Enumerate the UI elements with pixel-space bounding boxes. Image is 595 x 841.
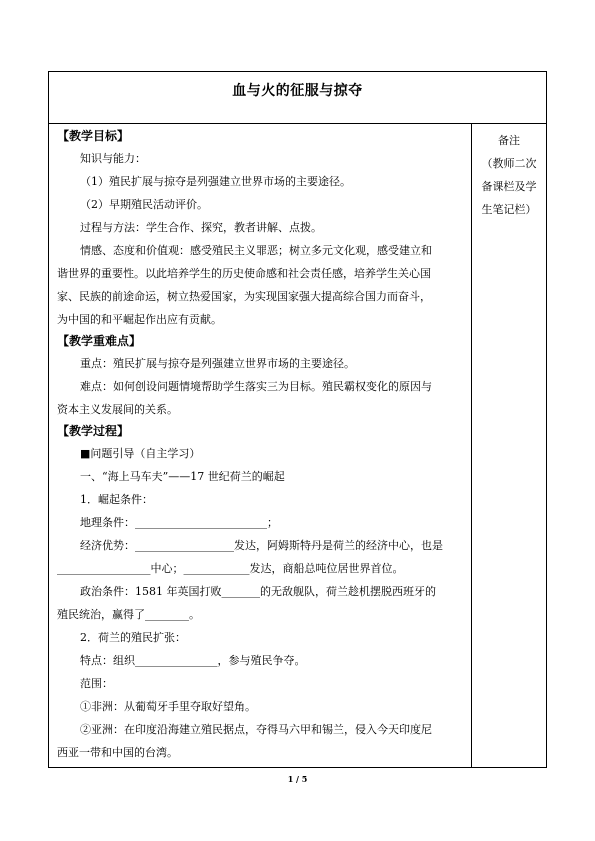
section-heading-key-points: 【教学重难点】: [57, 334, 142, 348]
content-line: 过程与方法：学生合作、探究，教者讲解、点拨。: [80, 221, 322, 234]
content-line: 一、“海上马车夫”——17 世纪荷兰的崛起: [80, 470, 285, 483]
page-number: 1 / 5: [287, 774, 308, 784]
notes-label: 生笔记栏）: [481, 203, 537, 216]
fill-blank-line: 经济优势：__________________发达，阿姆斯特丹是荷兰的经济中心，也是: [80, 539, 443, 552]
content-line: （1）殖民扩展与掠夺是列强建立世界市场的主要途径。: [80, 175, 351, 188]
content-line: 家、民族的前途命运，树立热爱国家，为实现国家强大提高综合国力而奋斗，: [57, 290, 431, 303]
content-line: 西亚一带和中国的台湾。: [57, 746, 178, 759]
content-line: ■问题引导（自主学习）: [80, 447, 201, 460]
section-heading-process: 【教学过程】: [57, 424, 130, 438]
content-line: 为中国的和平崛起作出应有贡献。: [57, 313, 222, 326]
content-line: 难点：如何创设问题情境帮助学生落实三为目标。殖民霸权变化的原因与: [80, 380, 432, 393]
notes-label: 备课栏及学: [481, 180, 537, 193]
content-line: （2）早期殖民活动评价。: [80, 198, 208, 211]
content-line: 2．荷兰的殖民扩张：: [80, 631, 186, 644]
fill-blank-line: 殖民统治，赢得了________。: [57, 608, 200, 621]
lesson-plan-table: [48, 71, 547, 768]
section-heading-goals: 【教学目标】: [57, 129, 130, 143]
content-line: ②亚洲：在印度沿海建立殖民据点，夺得马六甲和锡兰，侵入今天印度尼: [80, 723, 432, 736]
content-line: 谐世界的重要性。以此培养学生的历史使命感和社会责任感，培养学生关心国: [57, 267, 431, 280]
content-line: ①非洲：从葡萄牙手里夺取好望角。: [80, 700, 256, 713]
title-row: [49, 72, 546, 124]
content-line: 1．崛起条件：: [80, 493, 153, 506]
notes-label: 备注: [498, 134, 520, 147]
lesson-content: [49, 124, 471, 767]
content-line: 资本主义发展间的关系。: [57, 403, 178, 416]
fill-blank-line: _________________中心；____________发达，商船总吨位居世界首位。: [57, 562, 404, 575]
notes-label: （教师二次: [481, 157, 537, 170]
content-line: 范围：: [80, 677, 113, 690]
lesson-title: 血与火的征服与掠夺: [232, 83, 363, 99]
content-line: 知识与能力：: [80, 152, 146, 165]
fill-blank-line: 政治条件：1581 年英国打败_______的无敌舰队，荷兰趁机摆脱西班牙的: [80, 585, 436, 598]
content-line: 情感、态度和价值观：感受殖民主义罪恶；树立多元文化观，感受建立和: [80, 244, 432, 257]
fill-blank-line: 特点：组织_______________，参与殖民争夺。: [80, 654, 306, 667]
content-line: 重点：殖民扩展与掠夺是列强建立世界市场的主要途径。: [80, 357, 355, 370]
notes-column: [472, 124, 546, 767]
fill-blank-line: 地理条件：________________________；: [80, 516, 278, 529]
